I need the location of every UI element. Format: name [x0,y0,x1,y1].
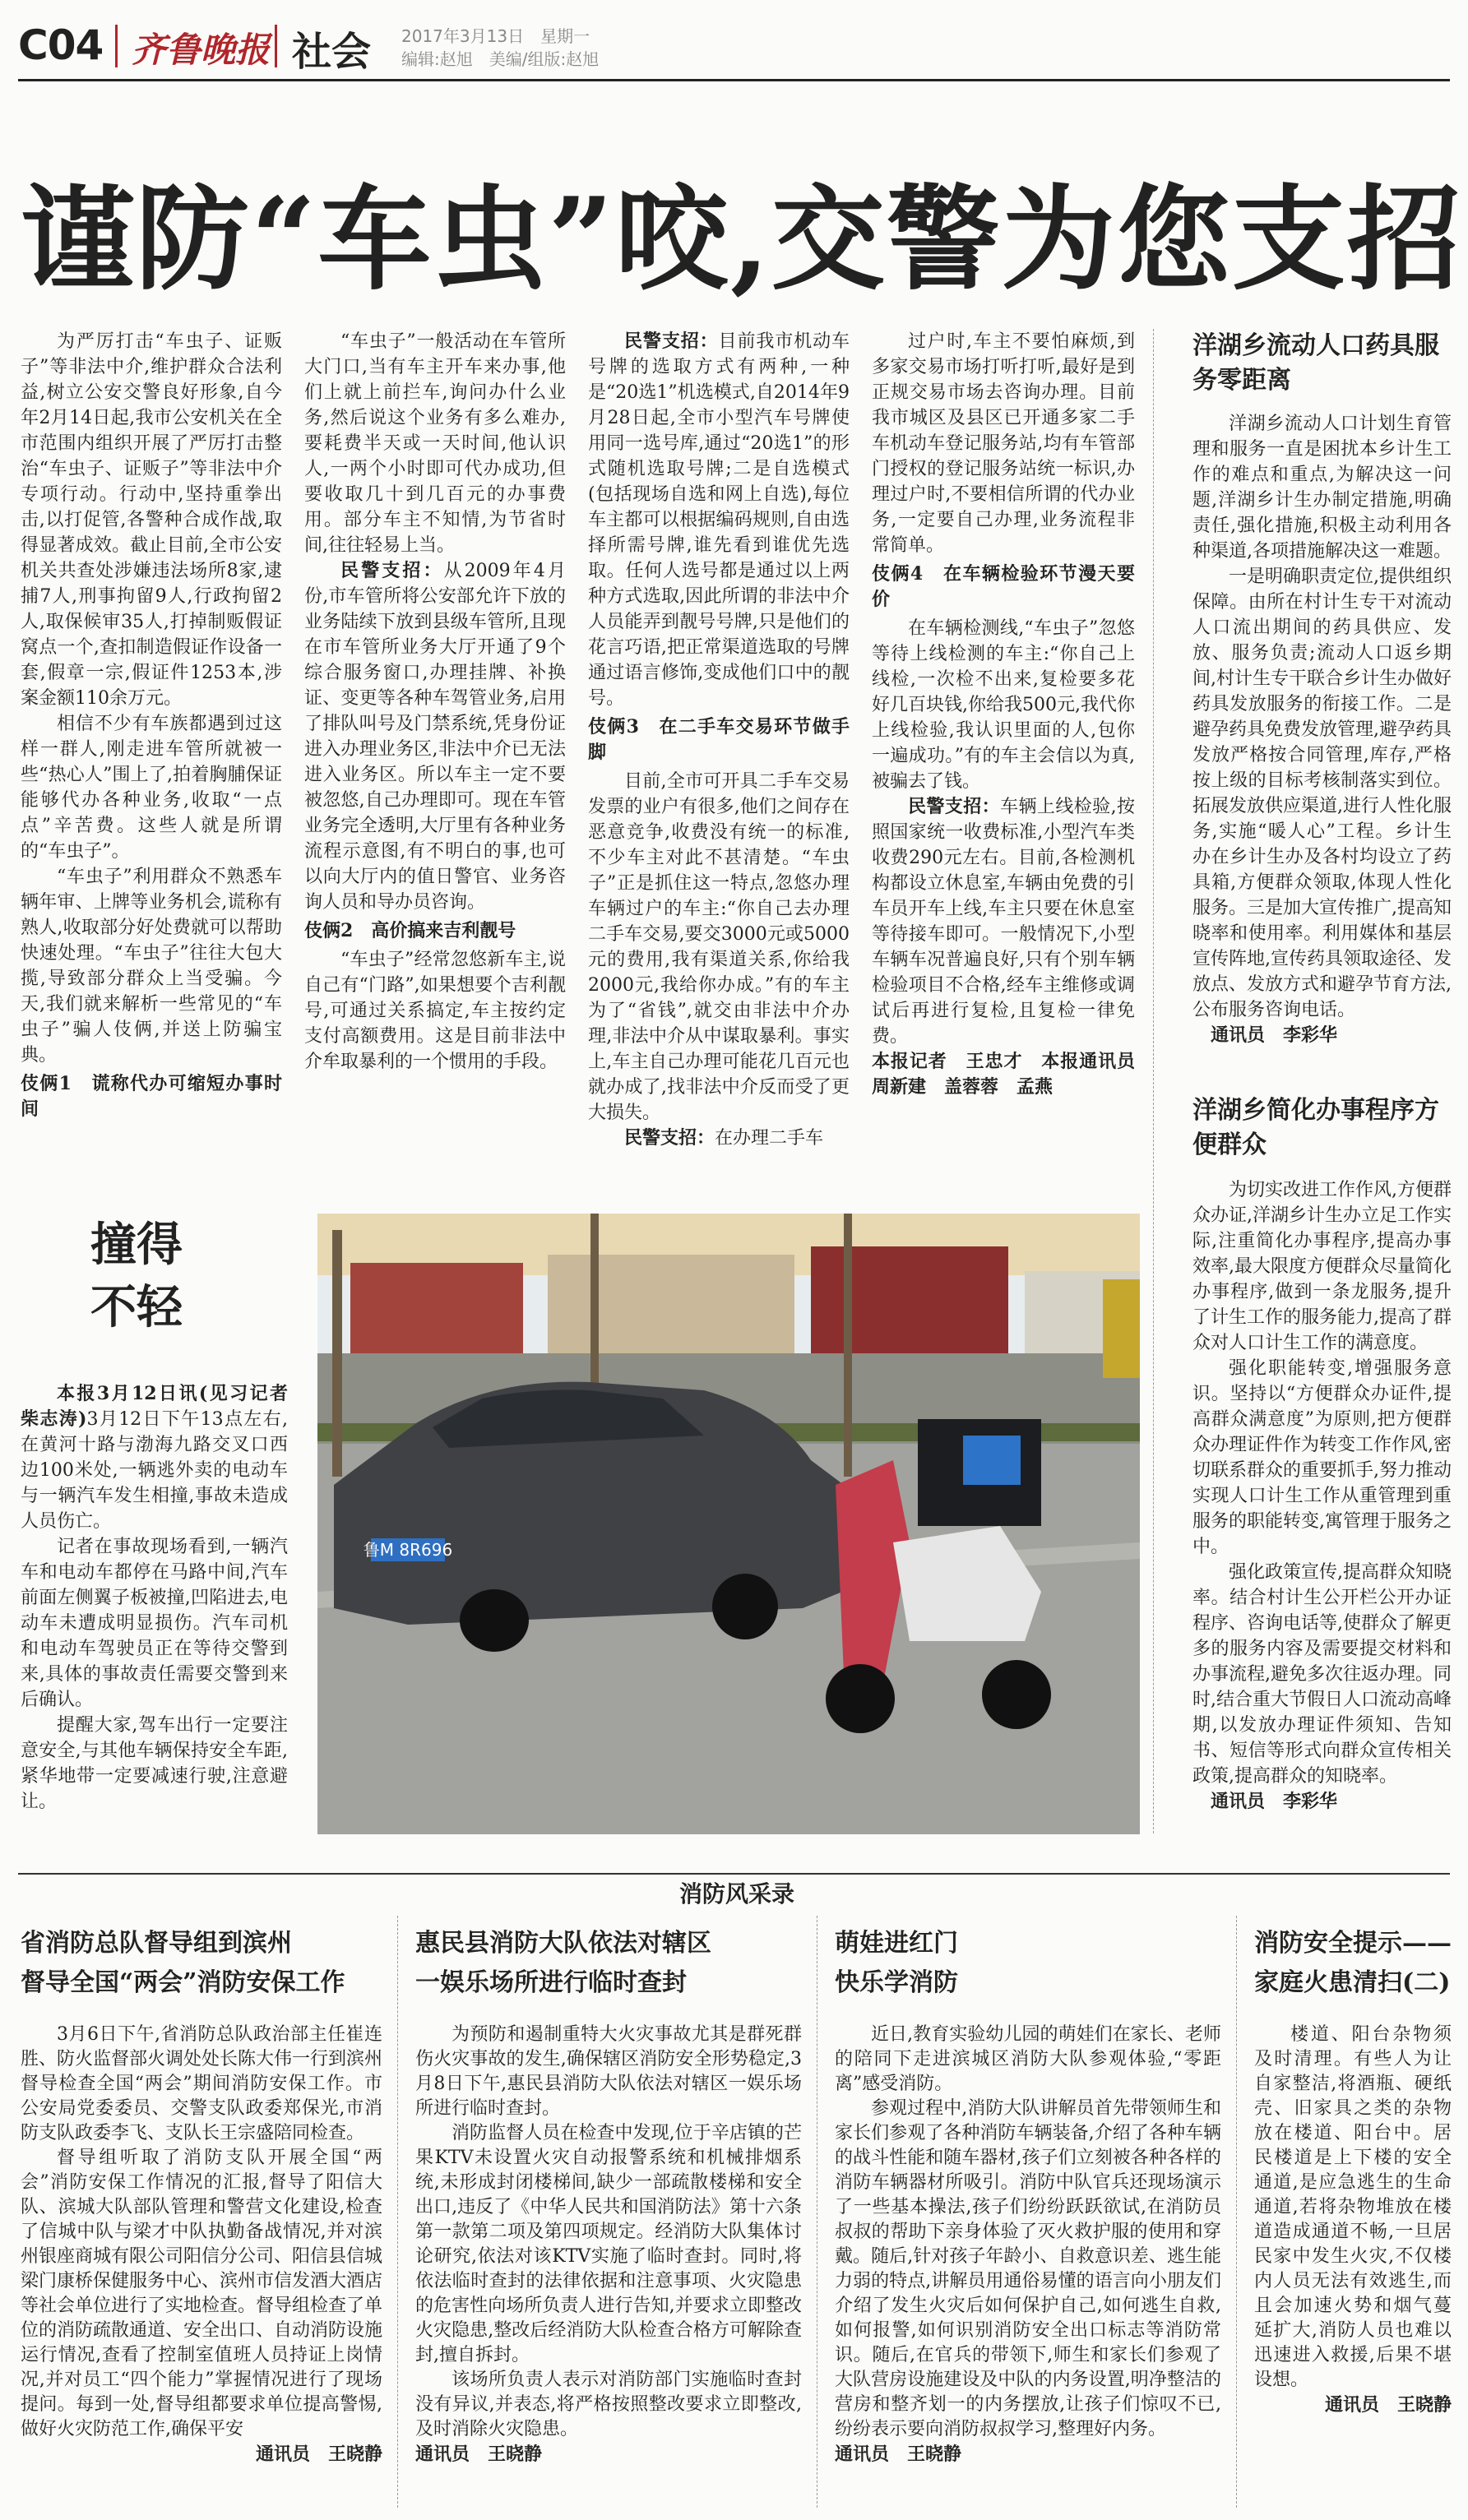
paragraph: “车虫子”经常忽悠新车主,说自己有“门路”,如果想要个吉利靓号,可通过关系搞定,车主按约定支付高额费用。这是目前非法中介牟取暴利的一个惯用的手段。 [304,950,566,1072]
paragraph: 消防监督人员在检查中发现,位于辛店镇的芒果KTV未设置火灾自动报警系统和机械排烟系统,未形成封闭楼梯间,缺少一部疏散楼梯和安全出口,违反了《中华人民共和国消防法》第十六条第一款第二项及第四项规定。经消防大队集体讨论研究,依法对该KTV实施了临时查封。同时,将依法临时查封的法律依据和注意事项、火灾隐患的危害性向场所负责人进行告知,并要求立即整改火灾隐患,整改后经消防大队检查合格方可解除查封,擅自拆封。 [415,2123,802,2365]
paragraph: 洋湖乡流动人口计划生育管理和服务一直是困扰本乡计生工作的难点和重点,为解决这一问题,洋湖乡计生办制定措施,明确责任,强化措施,积极主动利用各种渠道,各项措施解决这一难题。 [1192,414,1452,562]
paragraph: 为预防和遏制重特大火灾事故尤其是群死群伤火灾事故的发生,确保辖区消防安全形势稳定,3月8日下午,惠民县消防大队依法对辖区一娱乐场所进行临时查封。 [415,2024,802,2119]
sidebar-byline: 通讯员 李彩华 [1211,1024,1338,1046]
fire-article-2-body [415,2023,802,2508]
editor-credits: 编辑:赵旭 美编/组版:赵旭 [401,49,600,69]
main-headline: 谨防“车虫”咬,交警为您支招 [21,172,1462,306]
police-tip-label: 民警支招： [340,560,444,581]
fire-section-rule [18,1873,1450,1875]
fire-article-3-body [835,2023,1221,2508]
photo-story-title: 撞得 [90,1218,183,1272]
article-column-4 [872,329,1154,1159]
paragraph: 楼道、阳台杂物须及时清理。有些人为让自家整洁,将酒瓶、硬纸壳、旧家具之类的杂物放在楼道、阳台中。居民楼道是上下楼的安全通道,是应急逃生的生命通道,若将杂物堆放在楼道造成通道不畅,一旦居民家中发生火灾,不仅楼内人员无法有效逃生,而且会加速火势和烟气蔓延扩大,消防人员也难以迅速进入救援,后果不堪设想。 [1254,2024,1452,2390]
paragraph: 为严厉打击“车虫子、证贩子”等非法中介,维护群众合法利益,树立公安交警良好形象,自今年2月14日起,我市公安机关在全市范围内组织开展了严厉打击整治“车虫子、证贩子”等非法中介专项行动。行动中,坚持重拳出击,以打促管,各警种合成作战,取得显著成效。截止目前,全市公安机关共查处涉嫌违法场所8家,逮捕7人,刑事拘留9人,行政拘留2人,取保候审35人,打掉制贩假证窝点一个,查扣制造假证作设备一套,假章一宗,假证件1253本,涉案金额110余万元。 [21,331,282,709]
subhead: 伎俩4 在车辆检验环节漫天要价 [872,563,1135,610]
paragraph: 3月12日下午13点左右,在黄河十路与渤海九路交叉口西边100米处,一辆逃外卖的电动车与一辆汽车发生相撞,事故未造成人员伤亡。 [21,1409,288,1532]
paragraph: 提醒大家,驾车出行一定要注意安全,与其他车辆保持安全车距,紧华地带一定要减速行驶,注意避让。 [21,1715,288,1812]
newspaper-logo: 齐鲁晚报 [132,30,271,70]
fire-article-4-body [1254,2023,1452,2508]
fire-article-byline: 通讯员 王晓静 [1324,2394,1452,2416]
paragraph: 3月6日下午,省消防总队政治部主任崔连胜、防火监督部火调处处长陈大伟一行到滨州督导检查全国“两会”期间消防安保工作。市公安局党委委员、交警支队政委郑保光,市消防支队政委李飞、支队长王宗盛陪同检查。 [21,2024,383,2143]
title-line: 消防安全提示—— [1254,1929,1452,1958]
license-plate-text: 鲁M 8R696 [363,1540,453,1560]
article-byline: 本报记者 王忠才 本报通讯员 周新建 盖蓉蓉 孟燕 [872,1051,1154,1098]
column-divider [1153,329,1154,1833]
paragraph: 记者在事故现场看到,一辆汽车和电动车都停在马路中间,汽车前面左侧翼子板被撞,凹陷进去,电动车未遭成明显损伤。汽车司机和电动车驾驶员正在等待交警到来,具体的事故责任需要交警到来后确认。 [21,1537,288,1710]
paragraph: 强化政策宣传,提高群众知晓率。结合村计生公开栏公开办证程序、咨询电话等,使群众了解更多的服务内容及需要提交材料和办事流程,避免多次往返办理。同时,结合重大节假日人口流动高峰期,以发放办理证件须知、告知书、短信等形式向群众宣传相关政策,提高群众的知晓率。 [1192,1562,1452,1787]
title-line: 督导全国“两会”消防安保工作 [21,1968,345,1997]
sidebar-article-2 [1192,1177,1452,1835]
paragraph: 参观过程中,消防大队讲解员首先带领师生和家长们参观了各种消防车辆装备,介绍了各种车辆的战斗性能和随车器材,孩子们立刻被各种各样的消防车辆器材所吸引。消防中队官兵还现场演示了一些基本操法,孩子们纷纷跃跃欲试,在消防员叔叔的帮助下亲身体验了灭火救护服的使用和穿戴。随后,针对孩子年龄小、自救意识差、逃生能力弱的特点,讲解员用通俗易懂的语言向小朋友们介绍了发生火灾后如何保护自己,如何逃生自救,如何报警,如何识别消防安全出口标志等消防常识。随后,在官兵的带领下,师生和家长们参观了大队营房设施建设及中队的内务设置,明净整洁的营房和整齐划一的内务摆放,让孩子们惊叹不已,纷纷表示要向消防叔叔学习,整理好内务。 [835,2098,1221,2439]
paragraph: 目前,全市可开具二手车交易发票的业户有很多,他们之间存在恶意竞争,收费没有统一的标准,不少车主对此不甚清楚。“车虫子”正是抓住这一特点,忽悠办理车辆过户的车主:“你自己去办理二手车交易,要交3000元或5000元的费用,我有渠道关系,你给我2000元,我给你办成。”有的车主为了“省钱”,就交由非法中介办理,非法中介从中谋取暴利。事实上,车主自己办理可能花几百元也就办成了,找非法中介反而受了更大损失。 [588,771,850,1123]
title-line: 萌娃进红门 [835,1929,958,1958]
issue-date: 2017年3月13日 星期一 [401,26,590,46]
police-tip-label: 民警支招： [624,1127,715,1149]
sidebar-title-1: 洋湖乡流动人口药具服务零距离 [1192,331,1439,395]
page-number: C04 [18,21,104,69]
sidebar-byline: 通讯员 李彩华 [1211,1791,1338,1812]
photo-story-text [21,1381,288,1833]
fire-article-1-title [21,1924,382,2003]
article-column-1 [21,329,282,1159]
police-tip-text: 车辆上线检验,按照国家统一收费标准,小型汽车类收费290元左右。目前,各检测机构都设立休息室,车辆由免费的引车员开车上线,车主只要在休息室等待接车即可。一般情况下,小型车辆车况普遍良好,只有个别车辆检验项目不合格,经车主维修或调试后再进行复检,且复检一律免费。 [872,797,1135,1047]
header-divider [275,25,277,67]
police-tip-text: 在办理二手车 [715,1128,824,1149]
paragraph: “车虫子”一般活动在车管所大门口,当有车主开车来办事,他们上就上前拦车,询问办什么业务,然后说这个业务有多么难办,要耗费半天或一天时间,他认识人,一两个小时即可代办成功,但要收取几十到几百元的办事费用。部分车主不知情,为节省时间,往往轻易上当。 [304,331,566,556]
fire-article-3-title [835,1924,1221,2003]
header-divider [115,25,118,67]
title-line: 一娱乐场所进行临时查封 [415,1968,687,1997]
paragraph: 在车辆检测线,“车虫子”忽悠等待上线检测的车主:“你自己上线检,一次检不出来,复检要多花好几百块钱,你给我500元,我代你上线检验,我认识里面的人,包你一遍成功。”有的车主会信以为真,被骗去了钱。 [872,618,1135,792]
paragraph: “车虫子”利用群众不熟悉车辆年审、上牌等业务机会,谎称有熟人,收取部分好处费就可以帮助快速处理。“车虫子”往往大包大揽,导致部分群众上当受骗。今天,我们就来解析一些常见的“车虫子”骗人伎俩,并送上防骗宝典。 [21,867,282,1066]
title-line: 省消防总队督导组到滨州 [21,1929,292,1958]
sidebar-article-1 [1192,411,1452,1085]
police-tip-label: 民警支招： [908,796,1001,817]
paragraph: 为切实改进工作作风,方便群众办证,洋湖乡计生办立足工作实际,注重简化办事程序,提高办事效率,最大限度方便群众尽量简化办事程序,做到一条龙服务,提升了计生工作的服务能力,提高了群众对人口计生工作的满意度。 [1192,1180,1452,1353]
article-column-3 [588,329,850,1159]
dateline: 本报3月12日讯(见习记者 柴志涛) [21,1383,288,1430]
fire-section-title: 消防风采录 [668,1876,806,1909]
paragraph: 过户时,车主不要怕麻烦,到多家交易市场打听打听,最好是到正规交易市场去咨询办理。目前我市城区及县区已开通多家二手车机动车登记服务站,均有车管部门授权的登记服务站统一标识,办理过户时,不要相信所谓的代办业务,一定要自己办理,业务流程非常简单。 [872,331,1135,556]
photo-story-title: 不轻 [90,1280,183,1334]
accident-photo-illustration [317,1214,1140,1834]
police-tip-text: 从2009年4月份,市车管所将公安部允许下放的业务陆续下放到县级车管所,且现在市车管所业务大厅开通了9个综合服务窗口,办理挂牌、补换证、变更等各种车驾管业务,启用了排队叫号及门禁系统,凭身份证进入办理业务区,非法中介已无法进入业务区。所以车主一定不要被忽悠,自己办理即可。现在车管业务完全透明,大厅里有各种业务流程示意图,有不明白的事,也可以向大厅内的值日警官、业务咨询人员和导办员咨询。 [304,561,566,913]
column-divider [397,1916,398,2508]
fire-article-byline: 通讯员 王晓静 [415,2444,543,2465]
paragraph: 该场所负责人表示对消防部门实施临时查封没有异议,并表态,将严格按照整改要求立即整改,及时消除火灾隐患。 [415,2370,802,2439]
fire-article-2-title [415,1924,802,2003]
paragraph: 相信不少有车族都遇到过这样一群人,刚走进车管所就被一些“热心人”围上了,拍着胸脯保证能够代办各种业务,收取“一点点”辛苦费。这些人就是所谓的“车虫子”。 [21,714,282,862]
paragraph: 近日,教育实验幼儿园的萌娃们在家长、老师的陪同下走进滨城区消防大队参观体验,“零距离”感受消防。 [835,2024,1221,2094]
subhead: 伎俩3 在二手车交易环节做手脚 [588,716,850,763]
header-rule [18,79,1450,81]
fire-article-byline: 通讯员 王晓静 [835,2444,962,2465]
section-name: 社会 [292,29,372,75]
paragraph: 强化职能转变,增强服务意识。坚持以“方便群众办证件,提高群众满意度”为原则,把方便群众办理证件作为转变工作作风,密切联系群众的重要抓手,努力推动实现人口计生工作从重管理到重服务的职能转变,寓管理于服务之中。 [1192,1358,1452,1557]
title-line: 家庭火患清扫(二) [1254,1968,1451,1997]
fire-article-1-body [21,2023,382,2508]
article-column-2 [304,329,566,1159]
fire-article-4-title [1254,1924,1452,2003]
police-tip-text: 目前我市机动车号牌的选取方式有两种,一种是“20选1”机选模式,自2014年9月28日起,全市小型汽车号牌使用同一选号库,通过“20选1”的形式随机选取号牌;二是自选模式(包括现场自选和网上自选),每位车主都可以根据编码规则,自由选择所需号牌,谁先看到谁优先选取。任何人选号都是通过以上两种方式选取,因此所谓的非法中介人员能弄到靓号号牌,只是他们的花言巧语,把正常渠道选取的号牌通过语言修饰,变成他们口中的靓号。 [588,331,850,709]
fire-article-byline: 通讯员 王晓静 [255,2444,382,2465]
accident-photo [317,1214,1140,1834]
police-tip-label: 民警支招： [624,331,719,352]
subhead: 伎俩2 高价搞来吉利靓号 [304,920,516,941]
sidebar-title-2: 洋湖乡简化办事程序方便群众 [1192,1096,1439,1159]
paragraph: 督导组听取了消防支队开展全国“两会”消防安保工作情况的汇报,督导了阳信大队、滨城大队部队管理和警营文化建设,检查了信城中队与梁才中队执勤备战情况,并对滨州银座商城有限公司阳信分公司、阳信县信城梁门康桥保健服务中心、滨州市信发酒大酒店等社会单位进行了实地检查。督导组检查了单位的消防疏散通道、安全出口、自动消防设施运行情况,查看了控制室值班人员持证上岗情况,并对员工“四个能力”掌握情况进行了现场提问。每到一处,督导组都要求单位提高警惕,做好火灾防范工作,确保平安 [21,2148,383,2439]
title-line: 快乐学消防 [835,1968,958,1997]
title-line: 惠民县消防大队依法对辖区 [415,1929,711,1958]
subhead: 伎俩1 谎称代办可缩短办事时间 [21,1073,282,1120]
paragraph: 一是明确职责定位,提供组织保障。由所在村计生专干对流动人口流出期间的药具供应、发放、服务负责;流动人口返乡期间,村计生专干联合乡计生办做好药具发放服务的衔接工作。二是避孕药具免费发放管理,避孕药具发放严格按合同管理,库存,严格按上级的目标考核制落实到位。拓展发放供应渠道,进行人性化服务,实施“暖人心”工程。乡计生办在乡计生办及各村均设立了药具箱,方便群众领取,体现人性化服务。三是加大宣传推广,提高知晓率和使用率。利用媒体和基层宣传阵地,宣传药具领取途径、发放点、发放方式和避孕节育方法,公布服务咨询电话。 [1192,566,1452,1020]
column-divider [1236,1916,1237,2508]
